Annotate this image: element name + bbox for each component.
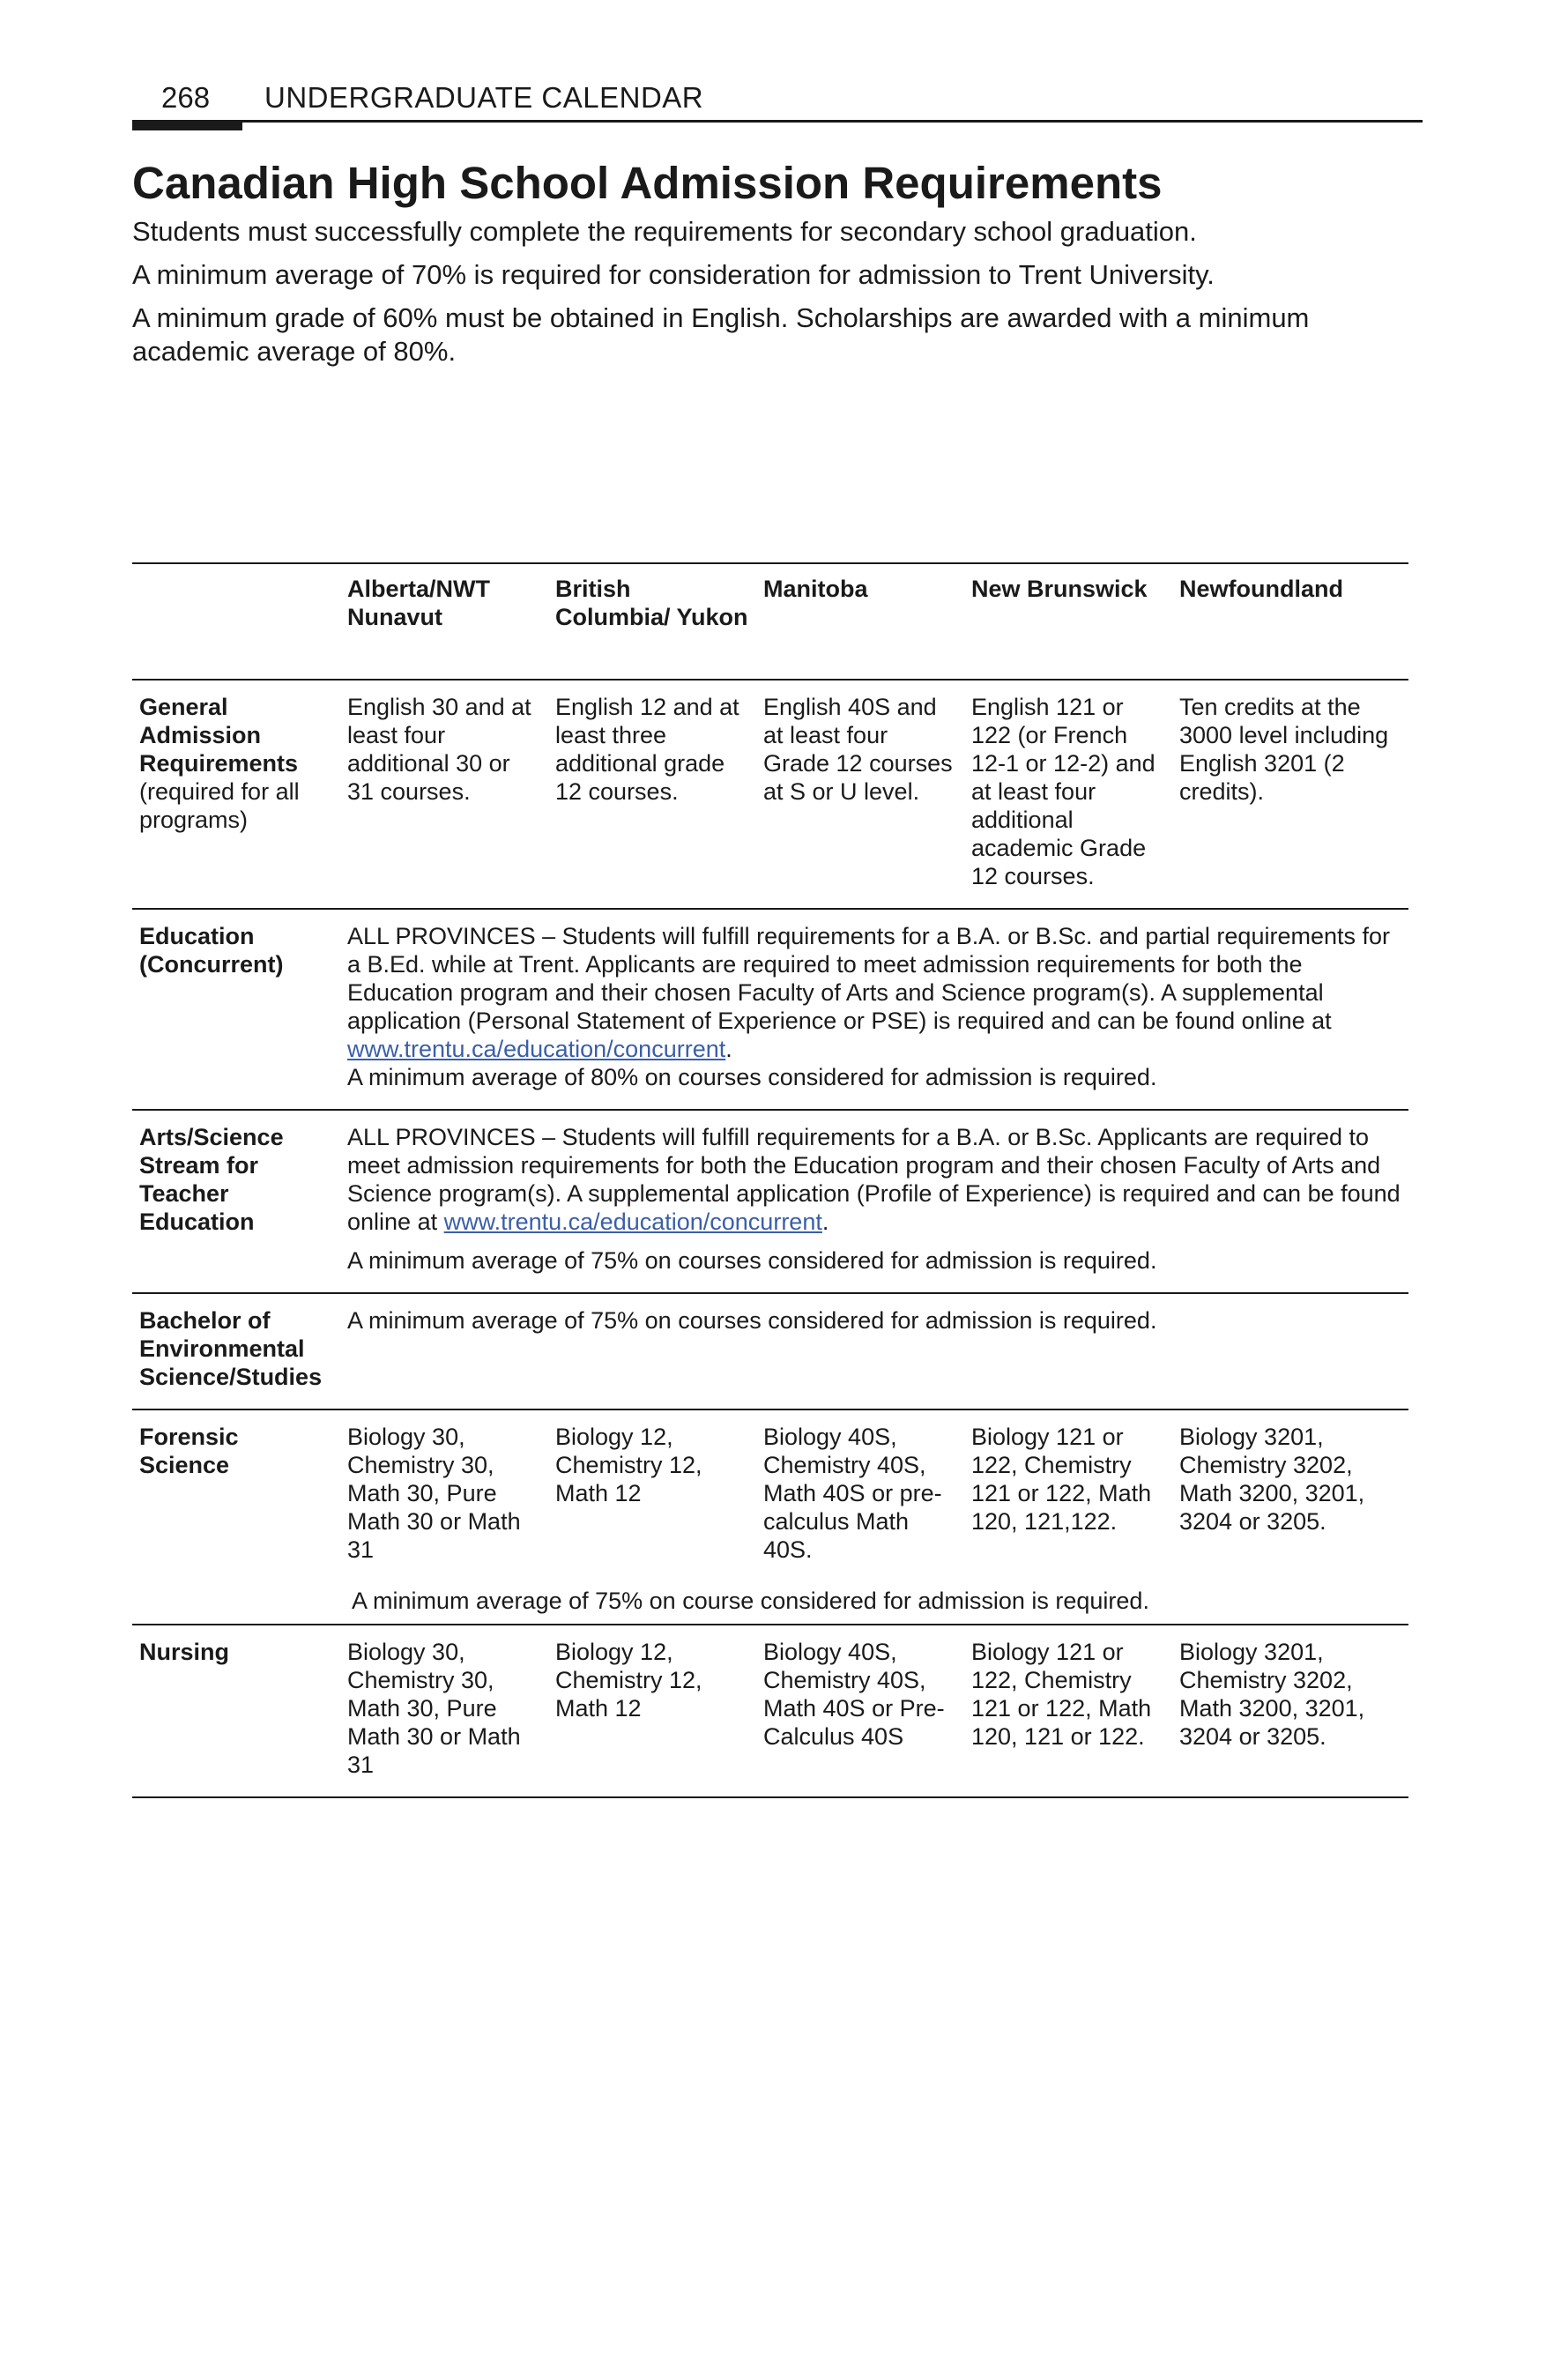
cell-education-all: ALL PROVINCES – Students will fulfill requirements for a B.A. or B.Sc. and partial requirements for a B.Ed. while at Trent. Applicants are required to meet admission requirements for both the Education program and their chosen Faculty of Arts and Science program(s). A supplemental application (Personal Statement of Experience or PSE) is required and can be found online at www.trentu.ca/education/concurrent. A minimum average of 80% on courses considered for admission is required. [340,909,1408,1110]
cell-nursing-new-brunswick: Biology 121 or 122, Chemistry 121 or 122, Math 120, 121 or 122. [964,1625,1172,1797]
education-link[interactable]: www.trentu.ca/education/concurrent [347,1036,726,1062]
cell-arts-science-all: ALL PROVINCES – Students will fulfill requirements for a B.A. or B.Sc. Applicants are required to meet admission requirements for both the Education program and their chosen Faculty of Arts and Science program(s). A supplemental application (Profile of Experience) is required and can be found online at www.trentu.ca/education/concurrent. A minimum average of 75% on courses considered for admission is required. [340,1110,1408,1293]
intro-paragraph-3: A minimum grade of 60% must be obtained in English. Scholarships are awarded with a minimum academic average of 80%. [132,302,1310,367]
forensic-note-blank [132,1587,340,1625]
cell-general-new-brunswick: English 121 or 122 (or French 12-1 or 12-2) and at least four additional academic Grade 12 courses. [964,680,1172,909]
col-header-british-columbia: British Columbia/ Yukon [548,563,756,680]
row-header-general [132,680,340,909]
cell-forensic-newfoundland: Biology 3201, Chemistry 3202, Math 3200, 3201, 3204 or 3205. [1179,1424,1365,1535]
cell-forensic-british-columbia: Biology 12, Chemistry 12, Math 12 [555,1424,702,1506]
cell-forensic-new-brunswick: Biology 121 or 122, Chemistry 121 or 122, Math 120, 121,122. [971,1424,1152,1535]
page-header [132,81,1423,134]
cell-forensic-alberta: Biology 30, Chemistry 30, Math 30, Pure Math 30 or Math 31 [347,1424,521,1563]
page-number: 268 [161,81,211,114]
cell-nursing-newfoundland: Biology 3201, Chemistry 3202, Math 3200, 3201, 3204 or 3205. [1172,1625,1408,1797]
arts-science-note: A minimum average of 75% on courses considered for admission is required. [347,1247,1157,1274]
col-header-alberta: Alberta/NWT Nunavut [340,563,548,680]
cell-forensic-note: A minimum average of 75% on course considered for admission is required. [340,1587,1408,1625]
cell-general-newfoundland: Ten credits at the 3000 level including English 3201 (2 credits). [1172,680,1408,909]
arts-science-text: ALL PROVINCES – Students will fulfill requirements for a B.A. or B.Sc. Applicants are required to meet admission requirements for both the Education program and their chosen Faculty of Arts and Science program(s). A supplemental application (Profile of Experience) is required and can be found online at [347,1124,1401,1235]
cell-nursing-british-columbia: Biology 12, Chemistry 12, Math 12 [548,1625,756,1797]
row-header-education: Education (Concurrent) [132,909,340,1110]
row-header-forensic: Forensic Science [139,1424,239,1478]
education-text: ALL PROVINCES – Students will fulfill requirements for a B.A. or B.Sc. and partial requirements for a B.Ed. while at Trent. Applicants are required to meet admission requirements for both the Education program and their chosen Faculty of Arts and Science program(s). A supplemental application (Personal Statement of Experience or PSE) is required and can be found online at [347,923,1391,1034]
table-row [132,1587,1408,1625]
cell-environmental-note: A minimum average of 75% on courses considered for admission is required. [340,1293,1408,1409]
table-row [132,680,1408,909]
cell-general-alberta: English 30 and at least four additional 30 or 31 courses. [340,680,548,909]
table-row [132,1293,1408,1409]
table-row [132,1409,1408,1587]
intro-paragraph-2: A minimum average of 70% is required for consideration for admission to Trent University. [132,259,1215,290]
row-header-arts-science: Arts/Science Stream for Teacher Education [132,1110,340,1293]
education-note: A minimum average of 80% on courses considered for admission is required. [347,1064,1157,1090]
cell-nursing-alberta: Biology 30, Chemistry 30, Math 30, Pure Math 30 or Math 31 [340,1625,548,1797]
table-row [132,1625,1408,1797]
table-header-row [132,563,1408,680]
cell-general-manitoba: English 40S and at least four Grade 12 courses at S or U level. [756,680,964,909]
intro-paragraph-1: Students must successfully complete the requirements for secondary school graduation. [132,216,1197,247]
running-title: UNDERGRADUATE CALENDAR [264,81,704,114]
row-header-nursing: Nursing [132,1625,340,1797]
cell-nursing-manitoba: Biology 40S, Chemistry 40S, Math 40S or Pre-Calculus 40S [756,1625,964,1797]
header-tab-marker [132,120,242,130]
arts-science-link[interactable]: www.trentu.ca/education/concurrent [443,1209,822,1235]
row-label: General Admission Requirements [139,694,299,777]
table-row [132,909,1408,1110]
col-header-newfoundland: Newfoundland [1172,563,1408,680]
page-title: Canadian High School Admission Requirements [132,158,1163,208]
table-row [132,1110,1408,1293]
col-header-new-brunswick: New Brunswick [964,563,1172,680]
intro-text [132,215,1401,378]
cell-general-british-columbia: English 12 and at least three additional grade 12 courses. [548,680,756,909]
col-header-manitoba: Manitoba [756,563,964,680]
row-sublabel: (required for all programs) [139,778,300,833]
row-header-environmental: Bachelor of Environmental Science/Studies [132,1293,340,1409]
header-blank-cell [132,563,340,680]
header-rule [132,120,1423,123]
requirements-table [132,562,1408,1798]
cell-forensic-manitoba: Biology 40S, Chemistry 40S, Math 40S or pre-calculus Math 40S. [763,1424,942,1563]
